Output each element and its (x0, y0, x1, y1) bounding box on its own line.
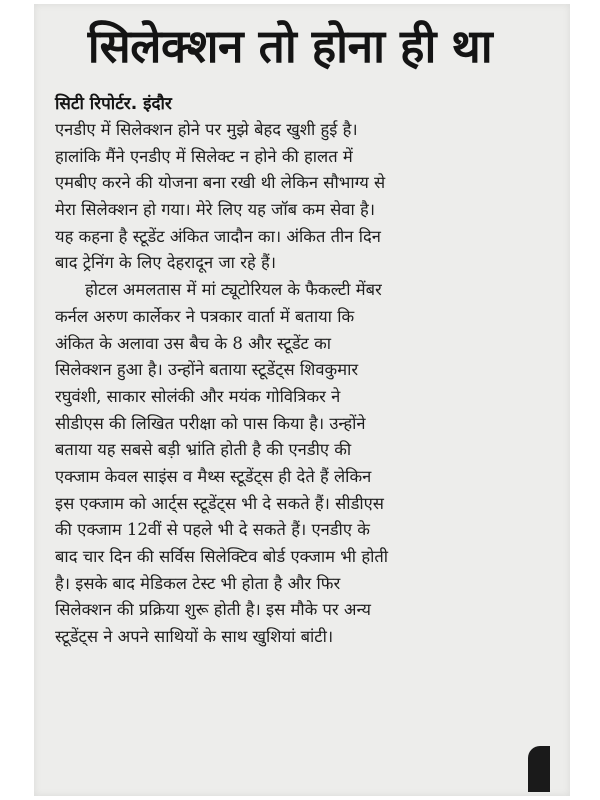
body-line: होटल अमलतास में मां ट्यूटोरियल के फैकल्टी मेंबर (85, 280, 382, 300)
corner-ink-mark (528, 746, 550, 792)
body-line: एक्जाम केवल साइंस व मैथ्स स्टूडेंट्स ही देते हैं लेकिन (55, 466, 372, 486)
body-line: सिलेक्शन हुआ है। उन्होंने बताया स्टूडेंट्स शिवकुमार (55, 360, 359, 380)
body-line: बाद ट्रेनिंग के लिए देहरादून जा रहे हैं। (55, 253, 276, 273)
body-line: रघुवंशी, साकार सोलंकी और मयंक गोवित्रिकर ने (55, 386, 341, 406)
article-headline: सिलेक्शन तो होना ही था (87, 19, 493, 73)
body-line: की एक्जाम 12वीं से पहले भी दे सकते हैं। एनडीए के (55, 520, 370, 540)
body-line: सीडीएस की लिखित परीक्षा को पास किया है। उन्होंने (55, 413, 366, 433)
body-line: स्टूडेंट्स ने अपने साथियों के साथ खुशियां बांटी। (55, 627, 334, 647)
body-line: सिलेक्शन की प्रक्रिया शुरू होती है। इस मौके पर अन्य (55, 600, 371, 620)
body-line: है। इसके बाद मेडिकल टेस्ट भी होता है और फिर (55, 573, 341, 593)
article-byline: सिटी रिपोर्टर. इंदौर (55, 94, 172, 114)
body-line: इस एक्जाम को आर्ट्स स्टूडेंट्स भी दे सकते हैं। सीडीएस (55, 493, 384, 513)
body-line: एनडीए में सिलेक्शन होने पर मुझे बेहद खुशी हुई है। (55, 120, 358, 139)
body-line: बताया यह सबसे बड़ी भ्रांति होती है की एनडीए की (55, 440, 352, 460)
body-line: बाद चार दिन की सर्विस सिलेक्टिव बोर्ड एक्जाम भी होती (55, 547, 389, 566)
body-line: अंकित के अलावा उस बैच के 8 और स्टूडेंट का (55, 333, 332, 353)
body-line: कर्नल अरुण कार्लेकर ने पत्रकार वार्ता में बताया कि (55, 306, 355, 326)
article-body (55, 117, 565, 651)
body-line: मेरा सिलेक्शन हो गया। मेरे लिए यह जॉब कम सेवा है। (55, 200, 375, 220)
body-line: हालांकि मैंने एनडीए में सिलेक्ट न होने की हालत में (55, 146, 353, 166)
body-line: एमबीए करने की योजना बना रखी थी लेकिन सौभाग्य से (55, 173, 386, 193)
body-line: यह कहना है स्टूडेंट अंकित जादौन का। अंकित तीन दिन (55, 226, 381, 246)
